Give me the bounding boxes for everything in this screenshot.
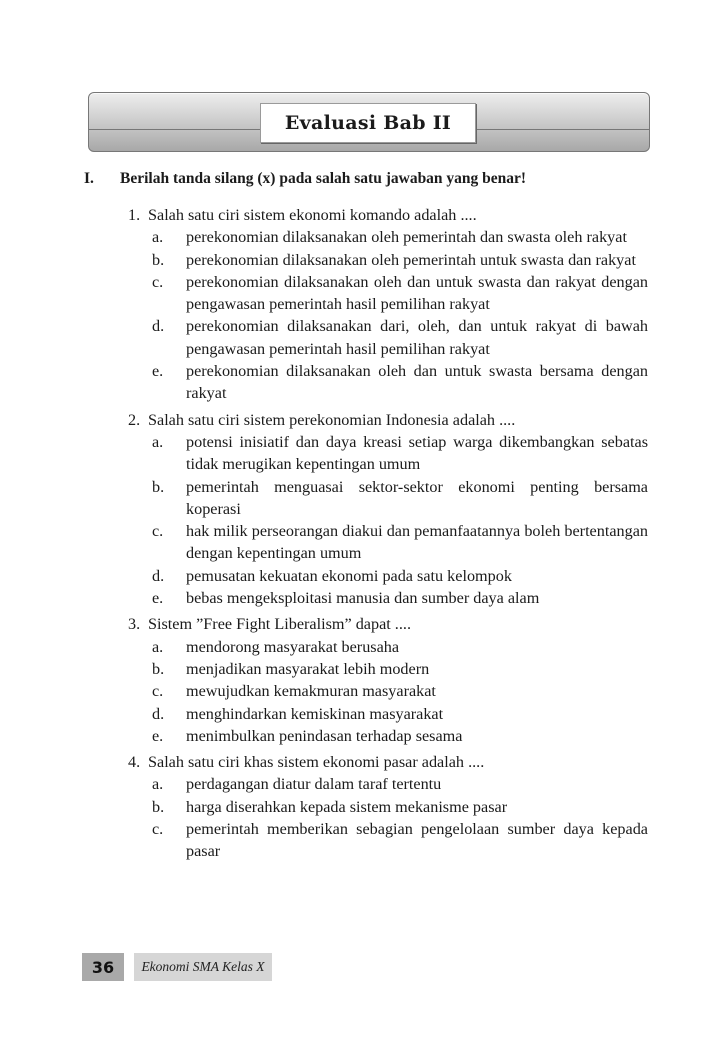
option-text: pemerintah memberikan sebagian pengelolaan sumber daya kepada pasar	[186, 820, 648, 861]
option-item	[128, 703, 648, 725]
question-item	[128, 613, 648, 747]
option-item	[128, 476, 648, 521]
option-item	[128, 658, 648, 680]
question-stem	[128, 613, 648, 635]
option-letter: d.	[152, 704, 165, 723]
option-text: potensi inisiatif dan daya kreasi setiap warga dikembangkan sebatas tidak merugikan kepentingan umum	[186, 432, 648, 474]
option-text: perekonomian dilaksanakan oleh pemerintah untuk swasta dan rakyat	[186, 250, 636, 269]
chapter-header-banner	[88, 92, 650, 152]
question-item	[128, 751, 648, 862]
option-item	[128, 796, 648, 818]
option-list	[128, 431, 648, 609]
book-title: Ekonomi SMA Kelas X	[134, 953, 272, 981]
option-letter: e.	[152, 589, 164, 608]
question-text: Sistem ”Free Fight Liberalism” dapat ....	[148, 615, 411, 634]
option-letter: a.	[152, 637, 164, 656]
option-letter: a.	[152, 228, 164, 247]
option-letter: e.	[152, 726, 164, 745]
option-letter: b.	[152, 250, 165, 269]
option-letter: b.	[152, 477, 165, 496]
option-text: perekonomian dilaksanakan oleh pemerintah dan swasta oleh rakyat	[186, 228, 627, 247]
option-item	[128, 226, 648, 248]
option-text: mewujudkan kemakmuran masyarakat	[186, 682, 436, 701]
question-stem	[128, 751, 648, 773]
option-text: pemusatan kekuatan ekonomi pada satu kelompok	[186, 566, 512, 585]
option-item	[128, 565, 648, 587]
option-letter: b.	[152, 797, 165, 816]
footer-divider	[124, 953, 134, 981]
option-letter: a.	[152, 775, 164, 794]
option-text: menghindarkan kemiskinan masyarakat	[186, 704, 444, 723]
option-text: perdagangan diatur dalam taraf tertentu	[186, 775, 442, 794]
chapter-title: Evaluasi Bab II	[260, 103, 476, 143]
option-text: bebas mengeksploitasi manusia dan sumber daya alam	[186, 589, 540, 608]
option-list	[128, 636, 648, 747]
option-text: harga diserahkan kepada sistem mekanisme pasar	[186, 797, 508, 816]
option-item	[128, 773, 648, 795]
option-letter: a.	[152, 432, 164, 451]
option-text: menimbulkan penindasan terhadap sesama	[186, 726, 463, 745]
section-number: I.	[84, 170, 94, 187]
option-text: perekonomian dilaksanakan oleh dan untuk swasta dan rakyat dengan pengawasan pemerintah hasil pemilihan rakyat	[186, 272, 648, 314]
option-text: pemerintah menguasai sektor-sektor ekonomi penting bersama koperasi	[186, 477, 648, 518]
option-letter: c.	[152, 682, 164, 701]
option-item	[128, 636, 648, 658]
question-list	[128, 204, 648, 867]
option-item	[128, 818, 648, 863]
page-footer	[82, 953, 272, 981]
question-stem	[128, 204, 648, 226]
option-text: perekonomian dilaksanakan oleh dan untuk swasta bersama dengan rakyat	[186, 362, 648, 403]
question-text: Salah satu ciri sistem ekonomi komando adalah ....	[148, 206, 477, 224]
option-letter: d.	[152, 317, 165, 336]
question-number: 1.	[128, 206, 141, 224]
option-letter: c.	[152, 272, 164, 291]
option-text: menjadikan masyarakat lebih modern	[186, 659, 430, 678]
option-item	[128, 249, 648, 271]
option-text: perekonomian dilaksanakan dari, oleh, dan untuk rakyat di bawah pengawasan pemerintah hasil pemilihan rakyat	[186, 317, 648, 358]
option-list	[128, 773, 648, 862]
question-item	[128, 204, 648, 405]
option-item	[128, 680, 648, 702]
question-text: Salah satu ciri khas sistem ekonomi pasar adalah ....	[148, 753, 485, 772]
option-text: hak milik perseorangan diakui dan pemanfaatannya boleh bertentangan dengan kepentingan umum	[186, 522, 648, 563]
question-number: 4.	[128, 753, 141, 772]
option-text: mendorong masyarakat berusaha	[186, 637, 400, 656]
page-number: 36	[82, 953, 124, 981]
question-text: Salah satu ciri sistem perekonomian Indonesia adalah ....	[148, 410, 516, 429]
option-item	[128, 587, 648, 609]
option-item	[128, 725, 648, 747]
option-item	[128, 315, 648, 360]
question-number: 2.	[128, 410, 141, 429]
option-item	[128, 360, 648, 405]
option-letter: c.	[152, 820, 164, 839]
question-number: 3.	[128, 615, 141, 634]
section-instruction: Berilah tanda silang (x) pada salah satu jawaban yang benar!	[120, 170, 527, 187]
option-letter: d.	[152, 566, 165, 585]
option-item	[128, 271, 648, 316]
option-list	[128, 226, 648, 404]
question-stem	[128, 409, 648, 431]
option-letter: e.	[152, 362, 164, 381]
option-letter: b.	[152, 659, 165, 678]
option-item	[128, 520, 648, 565]
option-letter: c.	[152, 522, 164, 541]
option-item	[128, 431, 648, 476]
question-item	[128, 409, 648, 610]
